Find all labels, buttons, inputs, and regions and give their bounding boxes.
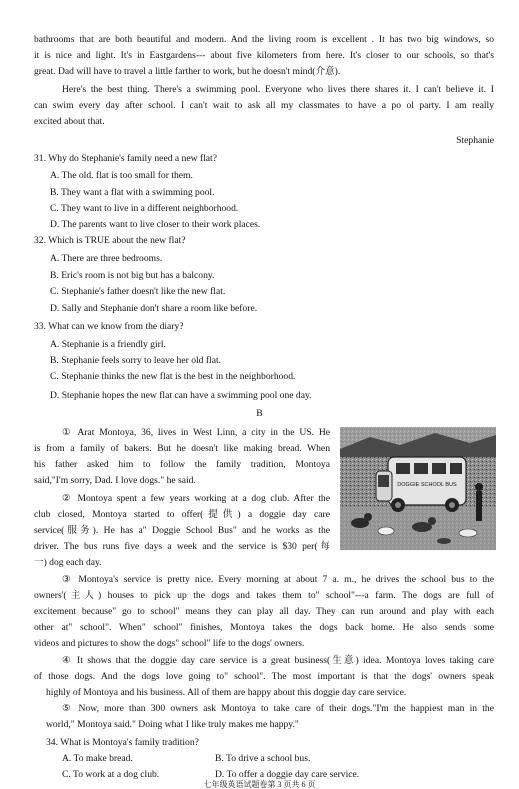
question-31-option-d: D. The parents want to live closer to their work places. xyxy=(50,219,261,230)
passage-a-line-6: excited about that. xyxy=(34,116,105,127)
section-b-heading: B xyxy=(256,408,263,419)
dog-bus-photo xyxy=(340,427,496,550)
question-33-option-c: C. Stephanie thinks the new flat is the best in the neighborhood. xyxy=(50,371,296,382)
passage-a-line-5: can swim every day after school. I can't wait to ask all my classmates to have a po ol party. I am really xyxy=(34,100,494,111)
passage-b-line-14: videos and pictures to show the dogs" school" life to the dogs' owners. xyxy=(34,638,305,649)
passage-b-line-17: highly of Montoya and his business. All of them are happy about this doggie day care service. xyxy=(46,687,407,698)
passage-b-line-2: is from a family of bakers. But he doesn't like making bread. When xyxy=(34,443,330,454)
question-32-option-c: C. Stephanie's father doesn't like the new flat. xyxy=(50,286,226,297)
question-31-option-b: B. They want a flat with a swimming pool. xyxy=(50,187,215,198)
question-31-option-a: A. The old. flat is too small for them. xyxy=(50,170,193,181)
signature: Stephanie xyxy=(456,135,494,146)
passage-b-line-19: world," Montoya said." Doing what I like truly makes me happy." xyxy=(46,719,299,730)
passage-b-line-1: ① Arat Montoya, 36, lives in West Linn, a city in the US. He xyxy=(62,427,330,438)
passage-b-line-16: of those dogs. And the dogs love going to" school". The most important is that the dogs' owners speak xyxy=(34,671,494,682)
question-32-option-d: D. Sally and Stephanie don't share a room like before. xyxy=(50,303,258,314)
question-31-option-c: C. They want to live in a different neighborhood. xyxy=(50,203,239,214)
passage-b-line-18: ⑤ Now, more than 300 owners ask Montoya to take care of their dogs."I'm the happiest man in the xyxy=(62,703,494,714)
passage-b-line-4: said,"I'm sorry, Dad. I love dogs." he said. xyxy=(34,475,196,486)
question-32-stem: 32. Which is TRUE about the new flat? xyxy=(34,235,186,246)
passage-b-line-3: his father asked him to follow the family tradition, Montoya xyxy=(34,459,330,470)
question-33-option-b: B. Stephanie feels sorry to leave her old flat. xyxy=(50,355,222,366)
passage-b-line-15: ④ It shows that the doggie day care service is a great business(生意) idea. Montoya loves taking care xyxy=(62,655,494,666)
question-34-option-c: C. To work at a dog club. xyxy=(62,769,160,780)
passage-b-line-12: excitement because" go to school" means they can play all day. They can run around and play with each xyxy=(34,606,494,617)
passage-b-line-6: club closed, Montoya started to offer(提供) a doggie day care xyxy=(34,509,330,520)
passage-a-line-4: Here's the best thing. There's a swimming pool. Everyone who lives there shares it. I can't believe it. I xyxy=(62,84,494,95)
question-33-option-a: A. Stephanie is a friendly girl. xyxy=(50,339,166,350)
passage-a-line-1: bathrooms that are both beautiful and modern. And the living room is excellent . It has two big windows, so xyxy=(34,34,494,45)
question-34-option-b: B. To drive a school bus. xyxy=(215,753,311,764)
bus-lettering: DOGGIE SCHOOL BUS xyxy=(397,482,457,488)
passage-b-line-13: other at" school". When" school" finishes, Montoya takes the dogs back home. He also sends some xyxy=(34,622,494,633)
passage-b-line-5: ② Montoya spent a few years working at a dog club. After the xyxy=(62,493,330,504)
passage-b-line-10: ③ Montoya's service is pretty nice. Every morning at about 7 a. m., he drives the school bus to the xyxy=(62,574,494,585)
question-31-stem: 31. Why do Stephanie's family need a new flat? xyxy=(34,153,217,164)
question-34-option-a: A. To make bread. xyxy=(62,753,133,764)
passage-a-line-2: it is nice and light. It's in Eastgardens--- about five kilometers from here. It's closer to our schools, so that's xyxy=(34,50,494,61)
page-footer: 七年级英语试题卷第 3 页共 6 页 xyxy=(203,780,316,789)
passage-b-line-9: 一) dog each day. xyxy=(34,557,102,568)
question-34-stem: 34. What is Montoya's family tradition? xyxy=(46,737,199,748)
question-33-stem: 33. What can we know from the diary? xyxy=(34,321,184,332)
question-33-option-d: D. Stephanie hopes the new flat can have a swimming pool one day. xyxy=(50,390,312,401)
question-32-option-a: A. There are three bedrooms. xyxy=(50,253,163,264)
passage-b-line-7: service(服务). He has a" Doggie School Bus" and he works as the xyxy=(34,525,330,536)
passage-a-line-3: great. Dad will have to travel a little farther to work, but he doesn't mind(介意). xyxy=(34,66,341,77)
passage-b-line-8: driver. The bus runs five days a week and the service is $30 per(每 xyxy=(34,541,330,552)
question-32-option-b: B. Eric's room is not big but has a balcony. xyxy=(50,270,215,281)
question-34-option-d: D. To offer a doggie day care service. xyxy=(215,769,360,780)
passage-b-line-11: owners'(主人) houses to pick up the dogs and takes them to" school"---a farm. The dogs are full of xyxy=(34,590,494,601)
